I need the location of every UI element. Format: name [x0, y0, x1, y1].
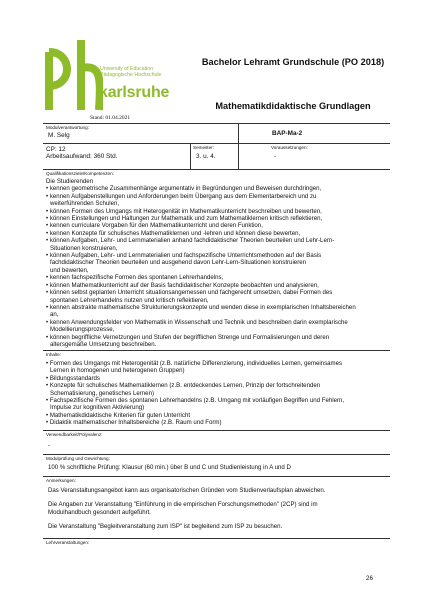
table-top-rule — [43, 123, 390, 124]
courses-rule — [43, 538, 390, 539]
list-item: weiterführenden Schulen, — [50, 200, 120, 208]
semester-value: 3. u. 4. — [196, 153, 216, 160]
note-paragraph: Das Veranstaltungsangebot kann aus organisatorischen Gründen vom Studienverlaufsplan abweichen. — [48, 487, 326, 494]
list-item: • können Formen des Umgangs mit Heterogenität im Mathematikunterricht beschreiben und bewerten, — [46, 207, 322, 215]
notes-label: Anmerkungen: — [46, 478, 76, 483]
list-item: • kennen abstrakte mathematische Strukturierungskonzepte und wenden diese in exemplarischen Inhaltsbereichen — [46, 303, 356, 311]
list-item: Schematisierung, genetisches Lernen) — [50, 389, 154, 397]
list-item: • können Aufgaben, Lehr- und Lernmaterialien anhand fachdidaktischer Theorien beurteilen und Lehr-Lern- — [46, 237, 335, 245]
list-item: • können begriffliche Vernetzungen und Stufen der begrifflichen Strenge und Formalisierungen und deren — [46, 333, 330, 341]
brand-name: karlsruhe — [99, 84, 170, 101]
list-item: • können Mathematikunterricht auf der Basis fachdidaktischer Konzepte beobachten und analysieren, — [46, 281, 319, 289]
list-item: • können Aufgaben, Lehr- und Lernmaterialien und fachspezifische Unterrichtsmethoden auf der Basis — [46, 252, 322, 260]
responsible-label: Modulverantwortung: — [46, 125, 89, 130]
page-number: 26 — [366, 575, 373, 582]
module-title: Mathematikdidaktische Grundlagen — [215, 101, 371, 111]
list-item: Impulse zur kognitiven Aktivierung) — [50, 404, 145, 412]
header-mid-rule — [43, 143, 390, 144]
notes-rule — [43, 476, 390, 477]
list-item: an, — [50, 311, 59, 319]
qualifications-rule — [43, 169, 390, 170]
header-divider-2 — [190, 143, 191, 169]
notes-block — [48, 487, 390, 531]
list-item: • Fachspezifische Formen des spontanen Lehrerhandelns (z.B. Umgang mit vorläufigen Begriffen und Fehlern, — [46, 397, 345, 405]
list-item: • kennen Konzepte für schulisches Mathematiklernen und -lehren und können diese bewerten, — [46, 229, 301, 237]
ph-logo-mark — [43, 38, 103, 118]
list-item: spontanen Lehrerhandelns nutzen und kritisch reflektieren, — [50, 296, 209, 304]
workload: Arbeitsaufwand: 360 Std. — [46, 153, 118, 160]
university-name — [100, 66, 161, 78]
program-title: Bachelor Lehramt Grundschule (PO 2018) — [201, 57, 385, 67]
note-paragraph: Die Angaben zur Veranstaltung "Einführung in die empirischen Forschungsmethoden" (2CP) sind im Modulhandbuch gesondert aufgeführt. — [48, 501, 318, 516]
exam-rule — [43, 454, 390, 455]
list-item: fachdidaktischer Theorien beurteilen und ausgehend davon Lehr-Lern-Situationen konstruieren — [50, 259, 306, 267]
university-logo — [43, 38, 193, 118]
header-divider-1 — [238, 123, 239, 169]
list-item: • kennen Anwendungsfelder von Mathematik in Wissenschaft und Technik und beschreiben darin exemplarische — [46, 318, 348, 326]
contents-label: Inhalte: — [46, 352, 62, 357]
responsible-value: M. Selg — [48, 132, 70, 139]
module-code: BAP-Ma-2 — [272, 130, 303, 137]
list-item: • kennen Aufgabenstellungen und Anforderungen beim Übergang aus dem Elementarbereich und zu — [46, 192, 317, 200]
contents-rule — [43, 350, 390, 351]
courses-label: Lehrveranstaltungen: — [46, 540, 90, 545]
list-item: altersgemäße Umsetzung beschreiben. — [50, 340, 157, 348]
contents-block — [46, 360, 388, 427]
note-paragraph: Die Veranstaltung "Begleitveranstaltung zum ISP" ist begleitend zum ISP zu besuchen. — [48, 523, 283, 531]
usability-value: - — [48, 442, 51, 449]
semester-label: Semester: — [193, 145, 214, 150]
list-item: • kennen fachspezifische Formen des spontanen Lehrerhandelns, — [46, 274, 224, 282]
usability-label: Verwendbarkeit/Polyvalenz: — [46, 432, 103, 437]
list-item: Modellierungsprozesse, — [50, 326, 115, 334]
list-item: • Mathematikdidaktische Kriterien für guten Unterricht — [46, 411, 191, 419]
qualifications-intro: Die Studierenden — [46, 178, 94, 185]
list-item: Lernen in homogenen und heterogenen Gruppen) — [50, 367, 185, 375]
list-item: • Bildungsstandards — [46, 374, 100, 382]
list-item: • Formen des Umgangs mit Heterogenität (z.B. natürliche Differenzierung, individuelles Lernen, gemeinsames — [46, 360, 343, 367]
list-item: • kennen curriculare Vorgaben für den Mathematikunterricht und deren Funktion, — [46, 222, 263, 230]
qualifications-block — [46, 178, 388, 348]
exam-value: 100 % schriftliche Prüfung: Klausur (60 min.) über B und C und Studienleistung in A und D — [48, 464, 291, 471]
org-line-2: Pädagogische Hochschule — [100, 72, 162, 78]
prerequisites-label: Voraussetzungen: — [271, 145, 308, 150]
qualifications-list — [46, 185, 388, 348]
list-item: • kennen geometrische Zusammenhänge argumentativ in Begründungen und Beweisen durchdringen, — [46, 185, 322, 193]
org-line-1: University of Education — [100, 66, 154, 72]
qualifications-label: Qualifikationsziele/Kompetenzen: — [46, 171, 114, 176]
usability-rule — [43, 430, 390, 431]
stand-date: Stand: 01.04.2021 — [90, 115, 131, 121]
contents-list — [46, 360, 388, 427]
prerequisites-value: - — [274, 153, 277, 160]
exam-label: Modulprüfung und Gewichtung: — [46, 456, 110, 461]
list-item: und bewerten, — [50, 266, 89, 274]
list-item: • können Einstellungen und Haltungen zur Mathematik und zum Mathematiklernen kritisch reflektieren, — [46, 215, 323, 223]
list-item: • Didaktik mathematischer Inhaltsbereiche (z.B. Raum und Form) — [46, 419, 222, 427]
list-item: • Konzepte für schulisches Mathematiklernen (z.B. entdeckendes Lernen, Prinzip der fortschreitenden — [46, 382, 321, 390]
list-item: Situationen konstruieren, — [50, 244, 118, 252]
credit-points: CP: 12 — [46, 146, 66, 153]
list-item: • können selbst geplanten Unterricht situationsangemessen und fachgerecht umsetzen, dabei Formen des — [46, 289, 333, 297]
